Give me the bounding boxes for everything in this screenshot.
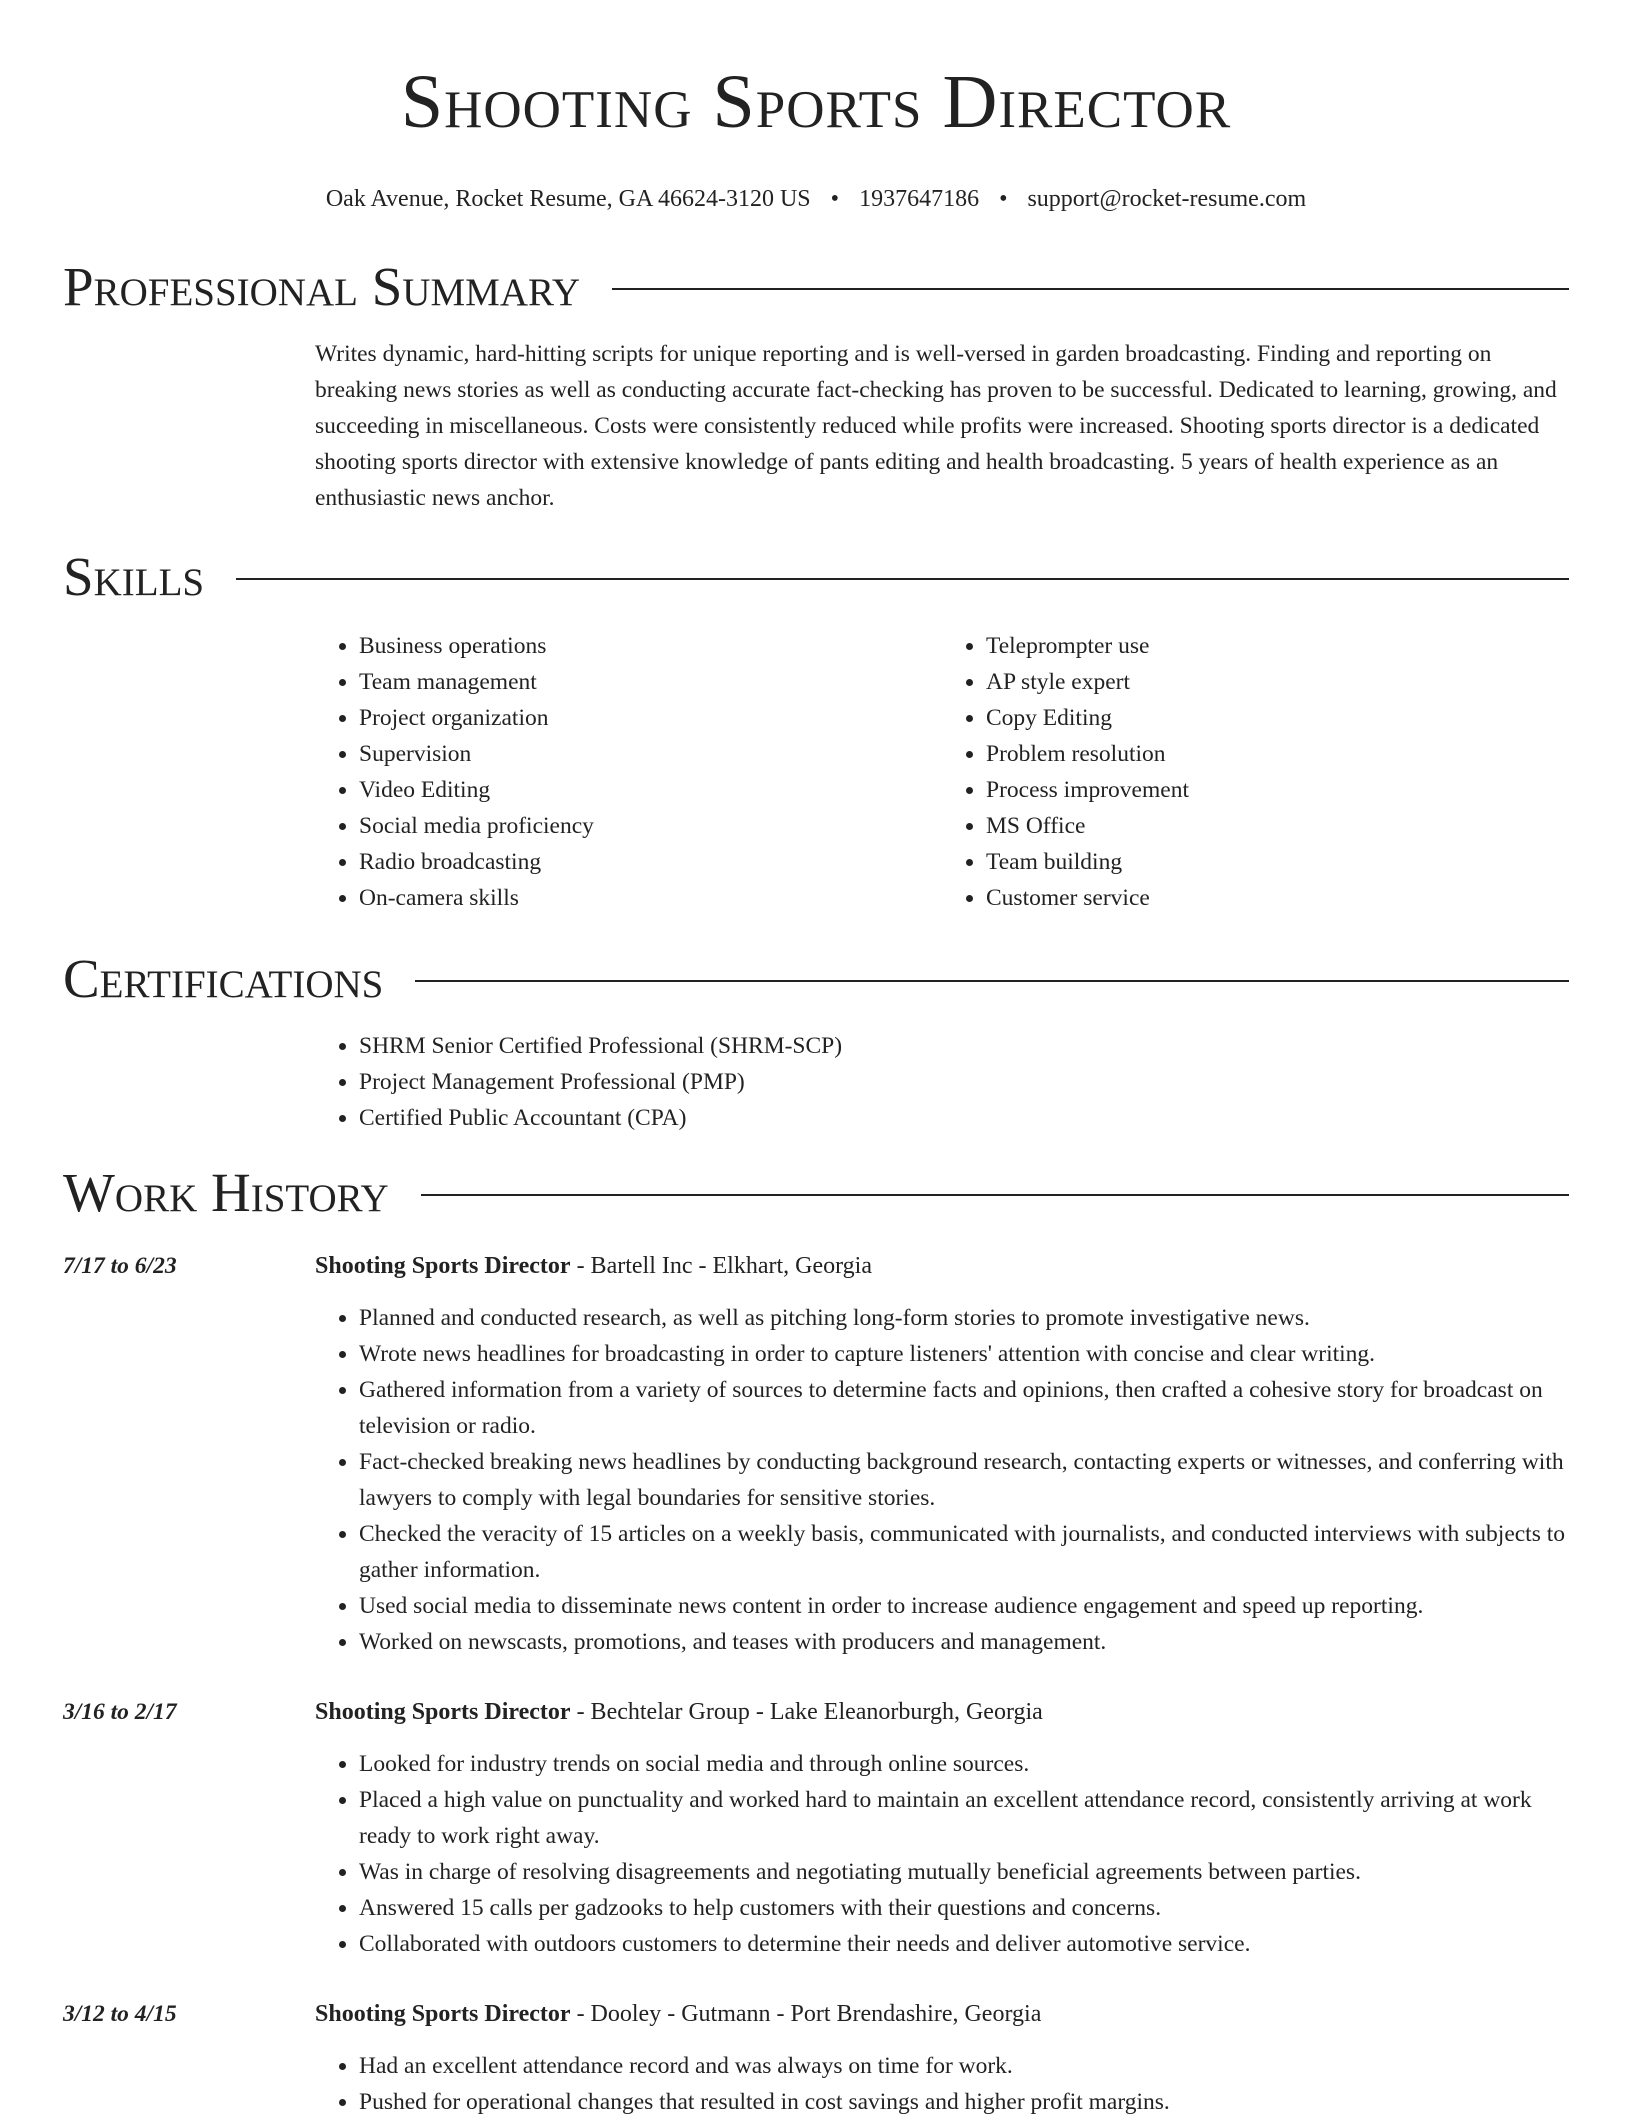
job-content (315, 1996, 1569, 2120)
job-bullet: • Worked on newscasts, promotions, and teases with producers and management. (359, 1624, 1569, 1660)
skills-list (315, 628, 1569, 916)
contact-separator: • (830, 186, 840, 212)
job-employer-location: - Dooley - Gutmann - Port Brendashire, Georgia (570, 2001, 1042, 2027)
contact-separator: • (999, 186, 1008, 212)
job-heading (315, 1694, 1569, 1730)
certifications-section-header (63, 946, 1569, 1012)
job-bullet: • Fact-checked breaking news headlines by conducting background research, contacting experts or witnesses, and conferring with lawyers to comply with legal boundaries for sensitive stories. (359, 1444, 1569, 1516)
job-bullet: • Checked the veracity of 15 articles on a weekly basis, communicated with journalists, and conducted interviews with subjects to gather information. (359, 1516, 1569, 1588)
section-divider (612, 288, 1569, 290)
skill-item: • Radio broadcasting (359, 844, 942, 880)
section-divider (421, 1194, 1569, 1196)
skills-section-header (63, 544, 1569, 610)
contact-email[interactable]: support@rocket-resume.com (1027, 186, 1307, 212)
job-entry (63, 1694, 1569, 1962)
job-bullet: • Gathered information from a variety of sources to determine facts and opinions, then crafted a cohesive story for broadcast on television or radio. (359, 1372, 1569, 1444)
certifications-body (315, 1028, 1569, 1136)
work-history-section-header (63, 1160, 1569, 1226)
skill-item: • Teleprompter use (986, 628, 1569, 664)
certification-item: • Certified Public Accountant (CPA) (359, 1100, 1569, 1136)
contact-line (63, 184, 1569, 214)
job-bullet: • Planned and conducted research, as well as pitching long-form stories to promote investigative news. (359, 1300, 1569, 1336)
contact-phone: 1937647186 (859, 186, 980, 212)
section-divider (236, 578, 1569, 580)
job-dates: 3/16 to 2/17 (63, 1699, 177, 1725)
job-bullets (315, 1300, 1569, 1660)
job-bullet: • Looked for industry trends on social media and through online sources. (359, 1746, 1569, 1782)
job-content (315, 1248, 1569, 1660)
section-divider (415, 980, 1569, 982)
contact-address: Oak Avenue, Rocket Resume, GA 46624-3120 US (325, 186, 811, 212)
job-content (315, 1694, 1569, 1962)
skill-item: • Copy Editing (986, 700, 1569, 736)
certification-item: • Project Management Professional (PMP) (359, 1064, 1569, 1100)
work-history-title: Work History (63, 1162, 389, 1223)
job-bullet: • Placed a high value on punctuality and worked hard to maintain an excellent attendance record, consistently arriving at work ready to work right away. (359, 1782, 1569, 1854)
certification-item: • SHRM Senior Certified Professional (SHRM-SCP) (359, 1028, 1569, 1064)
job-bullet: • Collaborated with outdoors customers to determine their needs and deliver automotive service. (359, 1926, 1569, 1962)
skill-item: • Problem resolution (986, 736, 1569, 772)
skill-item: • Team management (359, 664, 942, 700)
skill-item: • Business operations (359, 628, 942, 664)
job-title: Shooting Sports Director (315, 1253, 571, 1279)
certifications-title: Certifications (63, 948, 384, 1009)
skill-item: • Project organization (359, 700, 942, 736)
job-bullets (315, 1746, 1569, 1962)
job-bullet: • Used social media to disseminate news content in order to increase audience engagement and speed up reporting. (359, 1588, 1569, 1624)
job-entry (63, 1996, 1569, 2120)
resume-name: Shooting Sports Director (400, 60, 1232, 144)
job-bullet: • Pushed for operational changes that resulted in cost savings and higher profit margins. (359, 2084, 1569, 2120)
skill-item: • AP style expert (986, 664, 1569, 700)
skill-item: • On-camera skills (359, 880, 942, 916)
job-bullet: • Wrote news headlines for broadcasting in order to capture listeners' attention with concise and clear writing. (359, 1336, 1569, 1372)
summary-title: Professional Summary (63, 256, 581, 317)
skills-title: Skills (63, 546, 205, 607)
certifications-list (315, 1028, 1569, 1136)
skill-item: • Video Editing (359, 772, 942, 808)
job-bullet: • Answered 15 calls per gadzooks to help customers with their questions and concerns. (359, 1890, 1569, 1926)
skill-item: • MS Office (986, 808, 1569, 844)
job-bullet: • Had an excellent attendance record and was always on time for work. (359, 2048, 1569, 2084)
skill-item: • Social media proficiency (359, 808, 942, 844)
skill-item: • Customer service (986, 880, 1569, 916)
summary-section-header (63, 254, 1569, 320)
skill-item: • Process improvement (986, 772, 1569, 808)
job-bullet: • Was in charge of resolving disagreements and negotiating mutually beneficial agreements between parties. (359, 1854, 1569, 1890)
job-employer-location: - Bechtelar Group - Lake Eleanorburgh, Georgia (570, 1699, 1043, 1725)
job-employer-location: - Bartell Inc - Elkhart, Georgia (570, 1253, 873, 1279)
job-title: Shooting Sports Director (315, 2001, 571, 2027)
job-dates: 3/12 to 4/15 (63, 2001, 177, 2027)
skills-column-right (942, 628, 1569, 916)
skills-column-left (315, 628, 942, 916)
skill-item: • Team building (986, 844, 1569, 880)
job-title: Shooting Sports Director (315, 1699, 571, 1725)
summary-text: Writes dynamic, hard-hitting scripts for unique reporting and is well-versed in garden broadcasting. Finding and reporting on breaking news stories as well as conducting accurate fact-checking has proven to be successful. Dedicated to learning, growing, and succeeding in miscellaneous. Costs were consistently reduced while profits were increased. Shooting sports director is a dedicated shooting sports director with extensive knowledge of pants editing and health broadcasting. 5 years of health experience as an enthusiastic news anchor. (315, 341, 1557, 511)
job-dates: 7/17 to 6/23 (63, 1253, 177, 1279)
job-heading (315, 1996, 1569, 2032)
job-heading (315, 1248, 1569, 1284)
job-entry (63, 1248, 1569, 1660)
job-bullets (315, 2048, 1569, 2120)
skill-item: • Supervision (359, 736, 942, 772)
